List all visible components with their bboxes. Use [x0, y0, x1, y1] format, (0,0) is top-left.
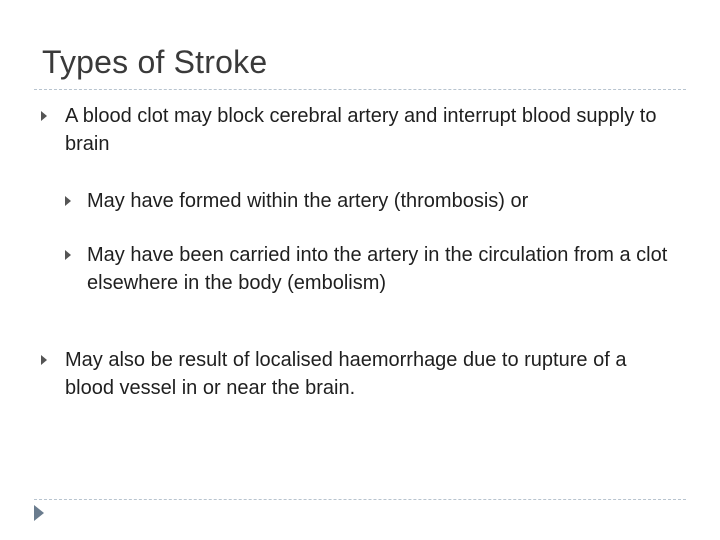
- triangle-bullet-icon: [41, 111, 47, 121]
- slide-navigation-icon[interactable]: [34, 505, 44, 521]
- triangle-bullet-icon: [65, 196, 71, 206]
- bullet-text: May have formed within the artery (thrombosis) or: [87, 190, 529, 212]
- bullet-item-level2: [87, 187, 687, 215]
- title-divider: [34, 89, 686, 90]
- bullet-text: May also be result of localised haemorrhage due to rupture of a blood vessel in or near the brain.: [65, 349, 627, 399]
- slide-title: Types of Stroke: [42, 44, 268, 80]
- bullet-item-level1: [65, 102, 675, 158]
- bullet-item-level1: [65, 346, 675, 402]
- footer-divider: [34, 499, 686, 500]
- bullet-text: A blood clot may block cerebral artery and interrupt blood supply to brain: [65, 105, 657, 155]
- triangle-bullet-icon: [65, 250, 71, 260]
- bullet-item-level2: [87, 241, 687, 297]
- bullet-text: May have been carried into the artery in the circulation from a clot elsewhere in the body (embolism): [87, 244, 668, 294]
- triangle-bullet-icon: [41, 355, 47, 365]
